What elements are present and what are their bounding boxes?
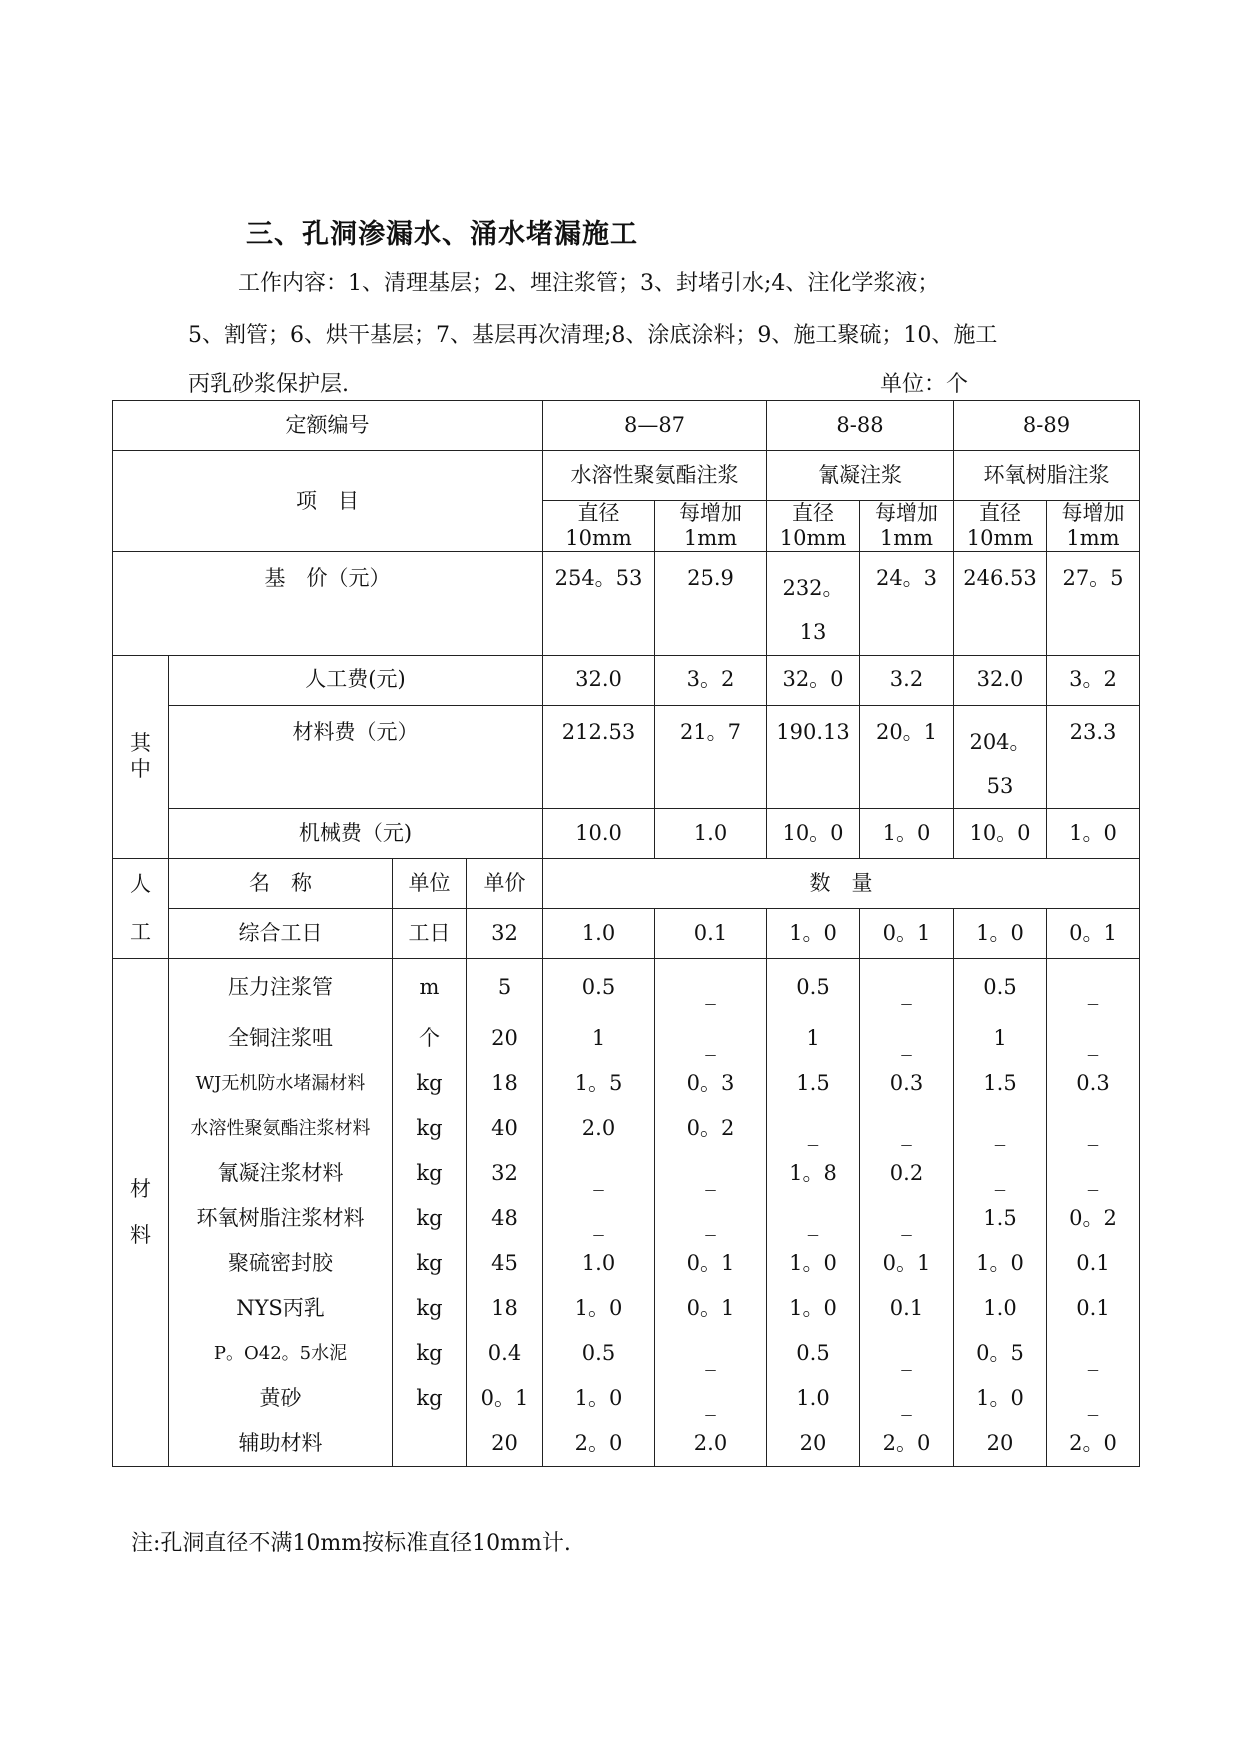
material-unit xyxy=(393,1421,467,1466)
labor-fee-cell: 3。2 xyxy=(655,655,767,705)
machine-fee-cell: 1。0 xyxy=(860,808,954,858)
material-unit: 个 xyxy=(393,1016,467,1061)
material-qty-cell xyxy=(954,1151,1047,1196)
labor-row-name: 综合工日 xyxy=(169,908,393,958)
sub-diameter-line2: 10mm xyxy=(565,526,632,551)
labor-fee-cell: 3.2 xyxy=(860,655,954,705)
material-group-char-2: 料 xyxy=(130,1223,151,1248)
material-qty-cell xyxy=(860,1331,954,1376)
material-qty-cell xyxy=(655,958,767,1016)
labor-qty-cell: 1.0 xyxy=(543,908,655,958)
machine-fee-cell: 1.0 xyxy=(655,808,767,858)
material-qty-cell xyxy=(954,1106,1047,1151)
sub-increment-line2: 1mm xyxy=(1066,526,1120,551)
material-qty-cell: 1.5 xyxy=(954,1196,1047,1241)
name-header: 名 称 xyxy=(169,858,393,908)
quota-table xyxy=(112,400,1140,1467)
material-qty-cell: 1。8 xyxy=(767,1151,860,1196)
machine-fee-cell: 10。0 xyxy=(954,808,1047,858)
sub-increment xyxy=(860,501,954,552)
dash-mark: _ xyxy=(1087,1032,1099,1057)
material-price: 20 xyxy=(467,1016,543,1061)
material-qty-cell: 2。0 xyxy=(543,1421,655,1466)
sub-diameter xyxy=(767,501,860,552)
dash-mark: _ xyxy=(901,1122,912,1147)
material-name: P。O42。5水泥 xyxy=(169,1331,393,1376)
labor-qty-cell: 1。0 xyxy=(767,908,860,958)
dash-mark: _ xyxy=(901,1032,912,1057)
dash-mark: _ xyxy=(1087,980,1099,1005)
material-qty-cell xyxy=(655,1376,767,1421)
material-qty-cell: 1.5 xyxy=(767,1061,860,1106)
labor-group-char-1: 人 xyxy=(130,871,151,896)
labor-row-price: 32 xyxy=(467,908,543,958)
material-qty-cell: 2。0 xyxy=(860,1421,954,1466)
material-price: 48 xyxy=(467,1196,543,1241)
material-row xyxy=(113,1286,1140,1331)
material-unit: m xyxy=(393,958,467,1016)
material-qty-cell: 1。0 xyxy=(954,1241,1047,1286)
base-price-cell: 232。 13 xyxy=(767,552,860,655)
material-name: 黄砂 xyxy=(169,1376,393,1421)
base-price-cell: 246.53 xyxy=(954,552,1047,655)
labor-fee-cell: 3。2 xyxy=(1047,655,1140,705)
material-qty-cell xyxy=(1047,1106,1140,1151)
dash-mark: _ xyxy=(1087,1392,1099,1417)
material-qty-cell: 1 xyxy=(767,1016,860,1061)
sub-diameter-line1: 直径 xyxy=(792,501,834,525)
material-fee-cell: 23.3 xyxy=(1047,705,1140,808)
material-qty-cell: 1.0 xyxy=(543,1241,655,1286)
material-qty-cell xyxy=(1047,1376,1140,1421)
sub-increment-line1: 每增加 xyxy=(1061,501,1125,525)
sub-diameter-line1: 直径 xyxy=(577,501,620,525)
material-fee-cell: 212.53 xyxy=(543,705,655,808)
sub-diameter xyxy=(954,501,1047,552)
code-8-87: 8—87 xyxy=(543,401,767,451)
sub-increment xyxy=(655,501,767,552)
material-qty-cell xyxy=(860,1376,954,1421)
material-qty-cell xyxy=(655,1016,767,1061)
method-cyanogel: 氰凝注浆 xyxy=(767,451,954,501)
material-unit: kg xyxy=(393,1106,467,1151)
material-qty-cell: 0.1 xyxy=(1047,1241,1140,1286)
labor-qty-cell: 1。0 xyxy=(954,908,1047,958)
dash-mark: _ xyxy=(1087,1122,1099,1147)
material-qty-cell: 1.5 xyxy=(954,1061,1047,1106)
dash-mark: _ xyxy=(705,1392,716,1417)
among-group-label xyxy=(113,655,169,858)
material-qty-cell xyxy=(543,1196,655,1241)
sub-diameter xyxy=(543,501,655,552)
dash-mark: _ xyxy=(1087,1167,1099,1192)
material-group-label xyxy=(113,958,169,1466)
material-row xyxy=(113,1016,1140,1061)
machine-fee-label: 机械费（元) xyxy=(169,808,543,858)
method-epoxy: 环氧树脂注浆 xyxy=(954,451,1140,501)
material-qty-cell: 0.3 xyxy=(860,1061,954,1106)
dash-mark: _ xyxy=(705,1167,716,1192)
unit-label: 单位：个 xyxy=(880,372,969,397)
material-qty-cell: 0.1 xyxy=(1047,1286,1140,1331)
material-qty-cell: 1.0 xyxy=(767,1376,860,1421)
dash-mark: _ xyxy=(705,1032,716,1057)
material-name: 全铜注浆咀 xyxy=(169,1016,393,1061)
dash-mark: _ xyxy=(705,1212,716,1237)
material-price: 0。1 xyxy=(467,1376,543,1421)
material-fee-cell: 204。 53 xyxy=(954,705,1047,808)
material-unit: kg xyxy=(393,1151,467,1196)
material-qty-cell xyxy=(767,1106,860,1151)
material-row xyxy=(113,1106,1140,1151)
quota-code-label: 定额编号 xyxy=(113,401,543,451)
price-header: 单价 xyxy=(467,858,543,908)
dash-mark: _ xyxy=(807,1212,819,1237)
sub-increment-line1: 每增加 xyxy=(679,501,742,525)
base-price-cell: 27。5 xyxy=(1047,552,1140,655)
material-qty-cell xyxy=(1047,1151,1140,1196)
material-qty-cell: 1。0 xyxy=(767,1241,860,1286)
dash-mark: _ xyxy=(994,1122,1006,1147)
labor-group-char-2: 工 xyxy=(130,920,151,945)
dash-mark: _ xyxy=(705,980,716,1005)
labor-fee-cell: 32。0 xyxy=(767,655,860,705)
unit-header: 单位 xyxy=(393,858,467,908)
sub-diameter-line2: 10mm xyxy=(779,526,847,551)
material-qty-cell: 20 xyxy=(767,1421,860,1466)
dash-mark: _ xyxy=(901,980,912,1005)
sub-increment-line1: 每增加 xyxy=(875,501,938,525)
material-qty-cell: 2。0 xyxy=(1047,1421,1140,1466)
material-row xyxy=(113,1151,1140,1196)
machine-fee-cell: 10。0 xyxy=(767,808,860,858)
material-qty-cell xyxy=(655,1331,767,1376)
work-content-line-1: 工作内容：1、清理基层；2、埋注浆管；3、封堵引水;4、注化学浆液； xyxy=(238,271,940,296)
labor-row-unit: 工日 xyxy=(393,908,467,958)
dash-mark: _ xyxy=(593,1212,604,1237)
material-name: WJ无机防水堵漏材料 xyxy=(169,1061,393,1106)
material-qty-cell: 0。2 xyxy=(1047,1196,1140,1241)
material-row xyxy=(113,1061,1140,1106)
material-unit: kg xyxy=(393,1241,467,1286)
material-unit: kg xyxy=(393,1331,467,1376)
material-qty-cell xyxy=(655,1151,767,1196)
material-row xyxy=(113,1331,1140,1376)
dash-mark: _ xyxy=(1087,1347,1099,1372)
material-qty-cell xyxy=(767,1196,860,1241)
material-name: 氰凝注浆材料 xyxy=(169,1151,393,1196)
dash-mark: _ xyxy=(593,1167,604,1192)
page-title: 三、孔洞渗漏水、涌水堵漏施工 xyxy=(246,219,638,250)
material-price: 20 xyxy=(467,1421,543,1466)
material-qty-cell: 0.5 xyxy=(767,958,860,1016)
sub-increment xyxy=(1047,501,1140,552)
method-polyurethane: 水溶性聚氨酯注浆 xyxy=(543,451,767,501)
material-name: 压力注浆管 xyxy=(169,958,393,1016)
dash-mark: _ xyxy=(807,1122,819,1147)
material-qty-cell: 0。5 xyxy=(954,1331,1047,1376)
material-row xyxy=(113,958,1140,1016)
labor-group-label xyxy=(113,858,169,958)
material-qty-cell: 1。0 xyxy=(767,1286,860,1331)
dash-mark: _ xyxy=(901,1212,912,1237)
base-price-cell: 254。53 xyxy=(543,552,655,655)
material-unit: kg xyxy=(393,1061,467,1106)
labor-fee-cell: 32.0 xyxy=(954,655,1047,705)
dash-mark: _ xyxy=(705,1347,716,1372)
material-name: 辅助材料 xyxy=(169,1421,393,1466)
labor-qty-cell: 0。1 xyxy=(860,908,954,958)
material-qty-cell: 2.0 xyxy=(543,1106,655,1151)
material-name: 水溶性聚氨酯注浆材料 xyxy=(169,1106,393,1151)
material-unit: kg xyxy=(393,1286,467,1331)
material-price: 18 xyxy=(467,1286,543,1331)
material-group-char-1: 材 xyxy=(130,1177,151,1202)
material-price: 40 xyxy=(467,1106,543,1151)
code-8-89: 8-89 xyxy=(954,401,1140,451)
material-row xyxy=(113,1376,1140,1421)
material-unit: kg xyxy=(393,1196,467,1241)
dash-mark: _ xyxy=(994,1167,1006,1192)
machine-fee-cell: 1。0 xyxy=(1047,808,1140,858)
material-row xyxy=(113,1241,1140,1286)
material-qty-cell xyxy=(860,1196,954,1241)
material-name: NYS丙乳 xyxy=(169,1286,393,1331)
material-price: 45 xyxy=(467,1241,543,1286)
material-price: 18 xyxy=(467,1061,543,1106)
sub-diameter-line2: 10mm xyxy=(966,526,1034,551)
material-qty-cell: 0.5 xyxy=(543,1331,655,1376)
dash-mark: _ xyxy=(901,1347,912,1372)
material-qty-cell: 1 xyxy=(543,1016,655,1061)
among-char-2: 中 xyxy=(130,756,151,781)
material-price: 0.4 xyxy=(467,1331,543,1376)
material-qty-cell xyxy=(860,958,954,1016)
item-label: 项 目 xyxy=(113,451,543,552)
labor-qty-cell: 0.1 xyxy=(655,908,767,958)
material-qty-cell xyxy=(860,1016,954,1061)
sub-increment-line2: 1mm xyxy=(879,526,934,551)
material-qty-cell xyxy=(543,1151,655,1196)
material-qty-cell: 0.2 xyxy=(860,1151,954,1196)
material-fee-cell: 190.13 xyxy=(767,705,860,808)
material-qty-cell xyxy=(655,1196,767,1241)
material-qty-cell: 0。1 xyxy=(655,1241,767,1286)
material-name: 聚硫密封胶 xyxy=(169,1241,393,1286)
base-price-cell: 25.9 xyxy=(655,552,767,655)
material-row xyxy=(113,1196,1140,1241)
work-content-line-3: 丙乳砂浆保护层. xyxy=(188,372,349,397)
material-qty-cell xyxy=(1047,958,1140,1016)
material-name: 环氧树脂注浆材料 xyxy=(169,1196,393,1241)
material-qty-cell: 0.5 xyxy=(543,958,655,1016)
footnote: 注:孔洞直径不满10mm按标准直径10mm计. xyxy=(131,1531,571,1556)
material-qty-cell xyxy=(1047,1331,1140,1376)
base-price-cell: 24。3 xyxy=(860,552,954,655)
material-row xyxy=(113,1421,1140,1466)
material-fee-label: 材料费（元） xyxy=(169,705,543,808)
material-qty-cell xyxy=(1047,1016,1140,1061)
material-qty-cell: 0。1 xyxy=(655,1286,767,1331)
machine-fee-cell: 10.0 xyxy=(543,808,655,858)
material-qty-cell: 0.5 xyxy=(954,958,1047,1016)
dash-mark: _ xyxy=(901,1392,912,1417)
material-unit: kg xyxy=(393,1376,467,1421)
material-qty-cell: 0.1 xyxy=(860,1286,954,1331)
labor-fee-label: 人工费(元) xyxy=(169,655,543,705)
labor-qty-cell: 0。1 xyxy=(1047,908,1140,958)
sub-increment-line2: 1mm xyxy=(683,526,738,551)
material-qty-cell: 2.0 xyxy=(655,1421,767,1466)
code-8-88: 8-88 xyxy=(767,401,954,451)
material-fee-cell: 20。1 xyxy=(860,705,954,808)
material-qty-cell: 1。0 xyxy=(543,1376,655,1421)
material-price: 5 xyxy=(467,958,543,1016)
material-price: 32 xyxy=(467,1151,543,1196)
sub-diameter-line1: 直径 xyxy=(979,501,1021,525)
labor-fee-cell: 32.0 xyxy=(543,655,655,705)
material-qty-cell: 1。0 xyxy=(954,1376,1047,1421)
base-price-label: 基 价（元） xyxy=(113,552,543,655)
material-qty-cell: 1。0 xyxy=(543,1286,655,1331)
material-fee-cell: 21。7 xyxy=(655,705,767,808)
material-qty-cell: 0。1 xyxy=(860,1241,954,1286)
quantity-header: 数 量 xyxy=(543,858,1140,908)
material-qty-cell: 1。5 xyxy=(543,1061,655,1106)
material-qty-cell xyxy=(860,1106,954,1151)
material-qty-cell: 0.5 xyxy=(767,1331,860,1376)
material-qty-cell: 1 xyxy=(954,1016,1047,1061)
work-content-line-2: 5、割管；6、烘干基层；7、基层再次清理;8、涂底涂料；9、施工聚硫；10、施工 xyxy=(188,323,998,348)
material-qty-cell: 0。2 xyxy=(655,1106,767,1151)
material-qty-cell: 0。3 xyxy=(655,1061,767,1106)
material-qty-cell: 1.0 xyxy=(954,1286,1047,1331)
material-qty-cell: 0.3 xyxy=(1047,1061,1140,1106)
among-char-1: 其 xyxy=(130,731,151,756)
material-qty-cell: 20 xyxy=(954,1421,1047,1466)
